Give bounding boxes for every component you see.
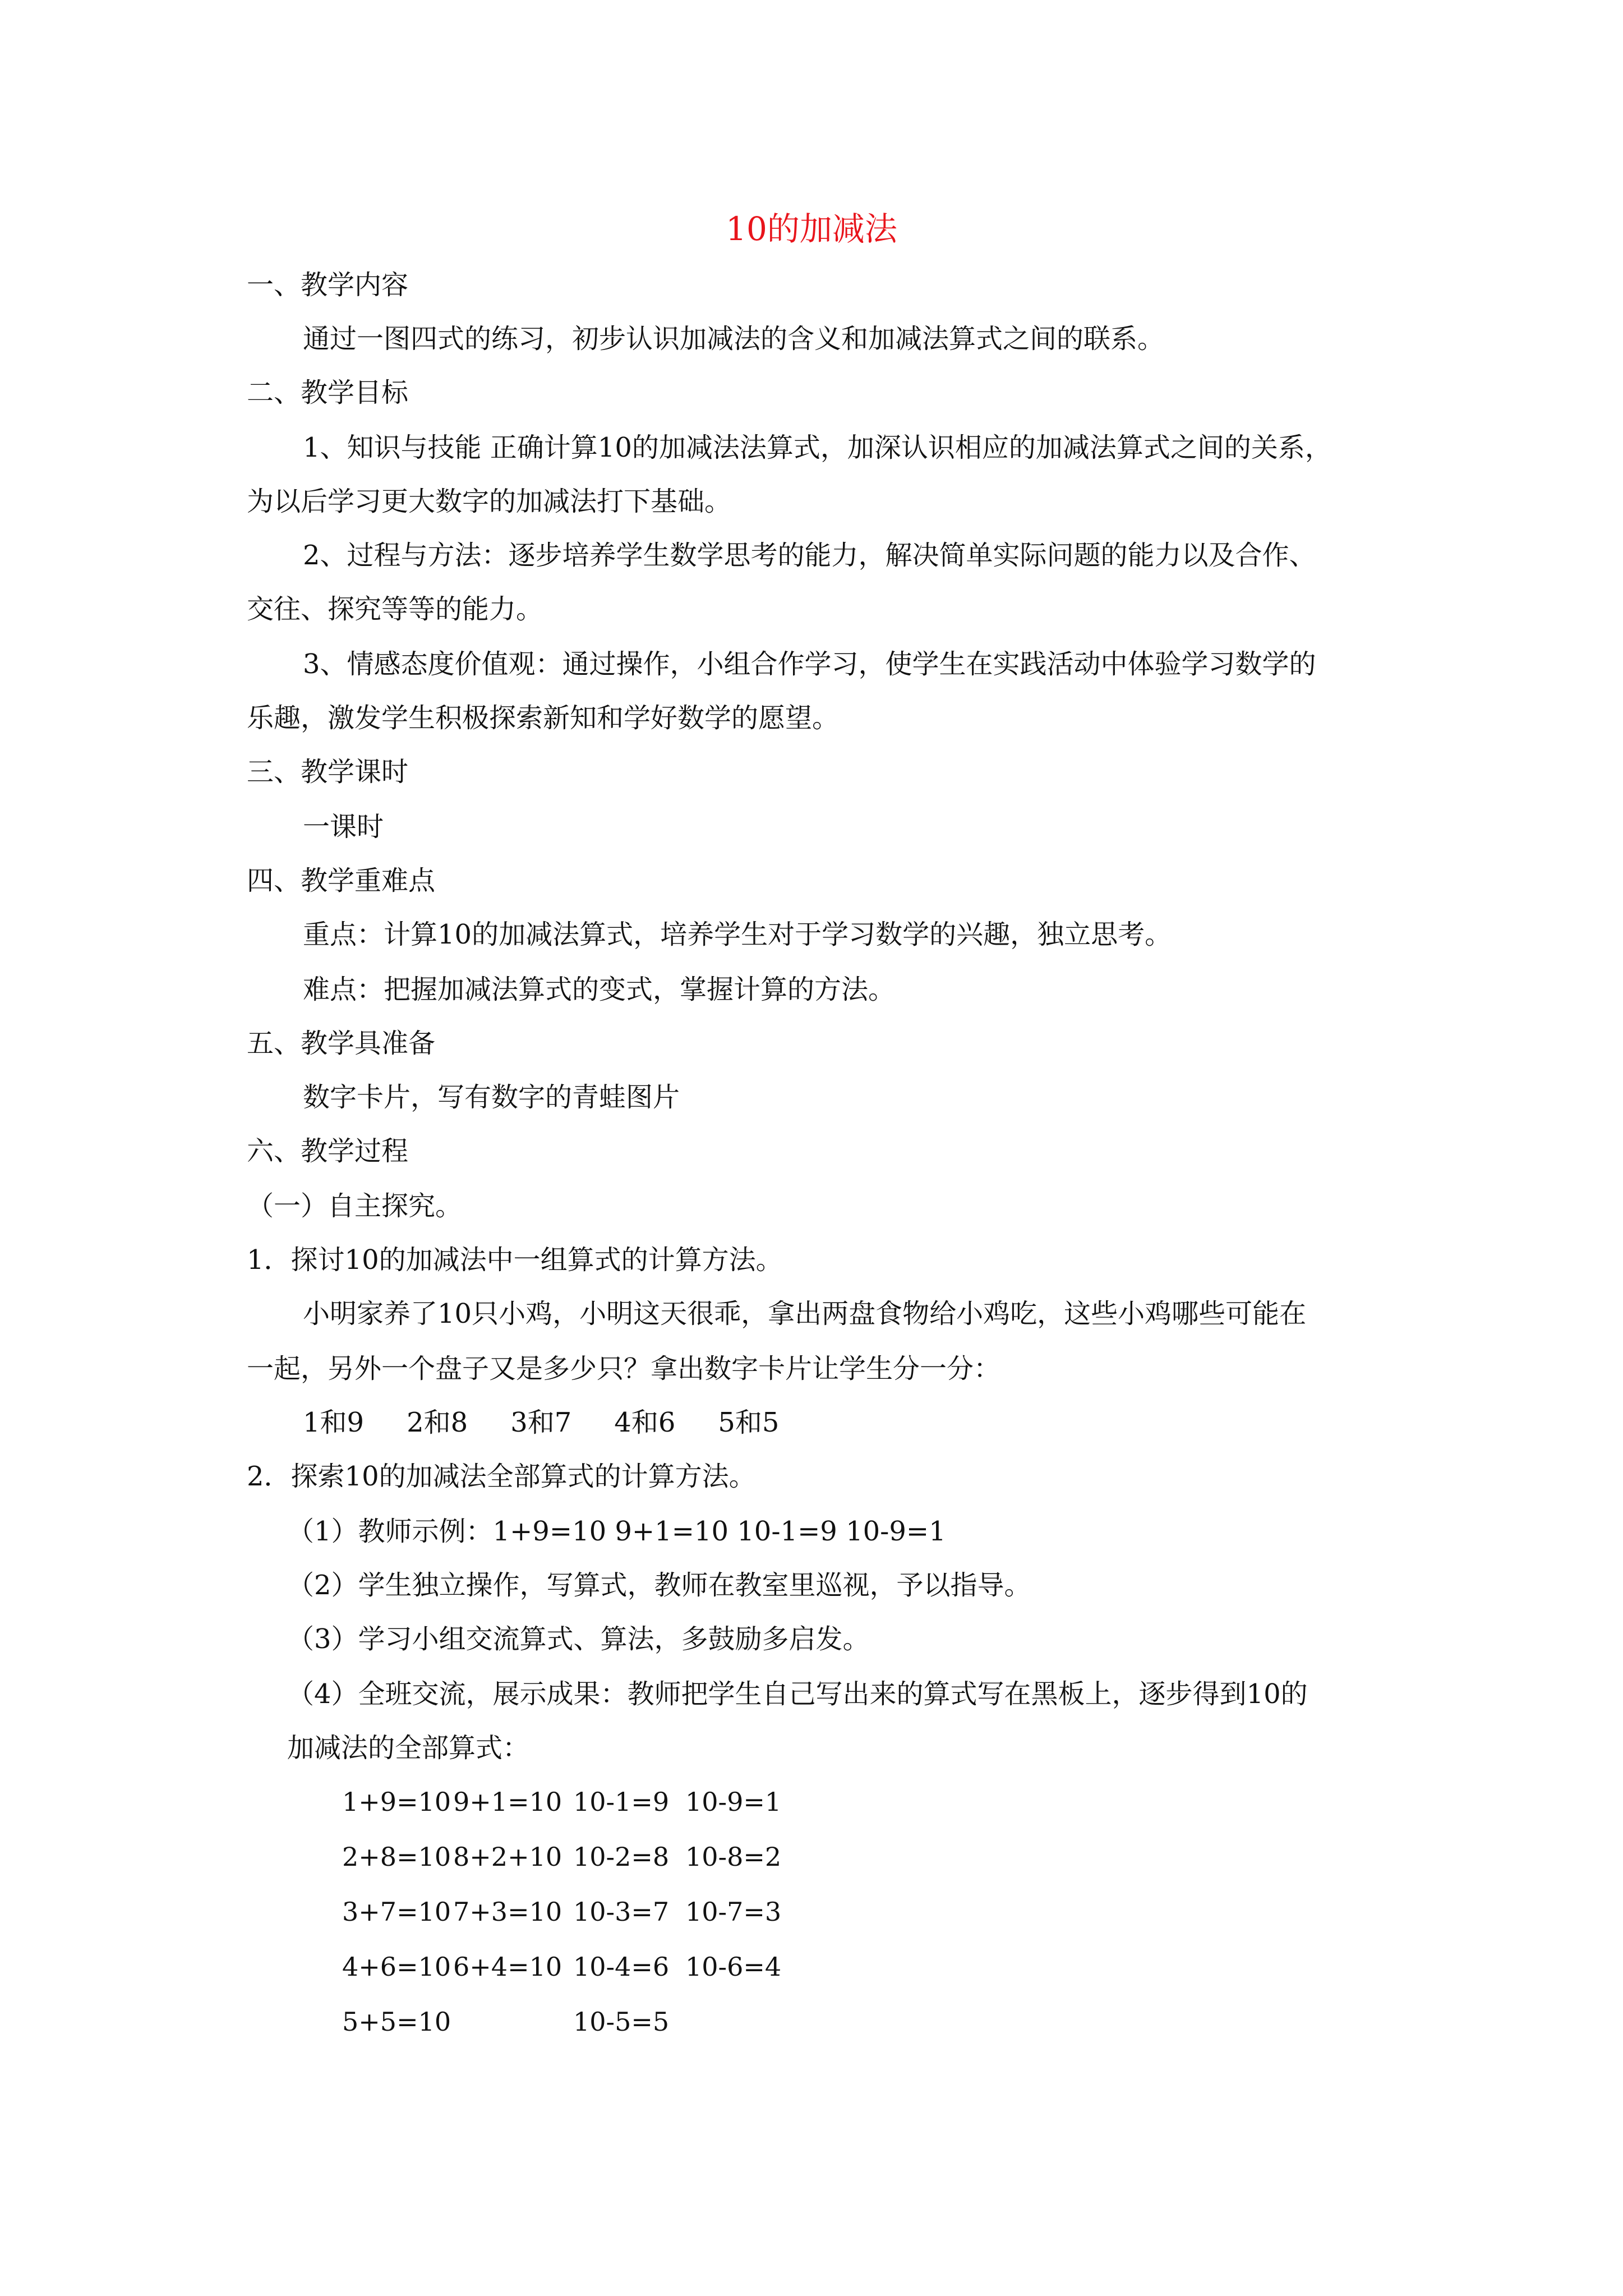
goal-1-line-2: 为以后学习更大数字的加减法打下基础。 bbox=[247, 486, 732, 517]
section-3-text: 一课时 bbox=[303, 811, 384, 843]
section-1-text: 通过一图四式的练习，初步认识加减法的含义和加减法算式之间的联系。 bbox=[303, 323, 1165, 355]
goal-2-line-1: 2、过程与方法：逐步培养学生数学思考的能力，解决简单实际问题的能力以及合作、 bbox=[303, 540, 1316, 571]
goal-3-line-2: 乐趣，激发学生积极探索新知和学好数学的愿望。 bbox=[247, 702, 840, 734]
step-3: （3）学习小组交流算式、算法，多鼓励多启发。 bbox=[287, 1623, 870, 1655]
step-4-line-1: （4）全班交流，展示成果：教师把学生自己写出来的算式写在黑板上，逐步得到10的 bbox=[287, 1678, 1308, 1710]
pair-2: 2和8 bbox=[407, 1407, 468, 1438]
number-pairs bbox=[303, 1405, 822, 1441]
equation: 2+8=10 bbox=[342, 1842, 451, 1872]
pair-3: 3和7 bbox=[510, 1407, 572, 1438]
equation: 4+6=10 bbox=[342, 1952, 451, 1982]
item-1: 1．探讨10的加减法中一组算式的计算方法。 bbox=[247, 1244, 783, 1276]
goal-1-line-1: 1、知识与技能 正确计算10的加减法法算式，加深认识相应的加减法算式之间的关系， bbox=[303, 432, 1332, 463]
section-5-text: 数字卡片，写有数字的青蛙图片 bbox=[303, 1082, 680, 1113]
equation: 6+4=10 bbox=[453, 1952, 562, 1982]
equation: 10-6=4 bbox=[685, 1952, 782, 1982]
equation: 10-5=5 bbox=[573, 2007, 670, 2037]
equation: 10-9=1 bbox=[685, 1787, 782, 1817]
equation: 8+2+10 bbox=[453, 1842, 562, 1872]
section-4-heading: 四、教学重难点 bbox=[247, 865, 436, 896]
equation: 10-8=2 bbox=[685, 1842, 782, 1872]
key-point: 重点：计算10的加减法算式，培养学生对于学习数学的兴趣，独立思考。 bbox=[303, 919, 1172, 950]
goal-2-line-2: 交往、探究等等的能力。 bbox=[247, 593, 543, 625]
story-line-2: 一起，另外一个盘子又是多少只？拿出数字卡片让学生分一分： bbox=[247, 1353, 1001, 1384]
pair-1: 1和9 bbox=[303, 1407, 365, 1438]
equation: 10-7=3 bbox=[685, 1897, 782, 1927]
equation: 3+7=10 bbox=[342, 1897, 451, 1927]
equation: 1+9=10 bbox=[342, 1787, 451, 1817]
section-2-heading: 二、教学目标 bbox=[247, 377, 409, 408]
pair-4: 4和6 bbox=[614, 1407, 676, 1438]
section-6-heading: 六、教学过程 bbox=[247, 1135, 409, 1167]
equation: 5+5=10 bbox=[342, 2007, 451, 2037]
item-2: 2．探索10的加减法全部算式的计算方法。 bbox=[247, 1461, 756, 1492]
step-1: （1）教师示例：1+9=10 9+1=10 10-1=9 10-9=1 bbox=[287, 1516, 946, 1547]
page-title: 10的加减法 bbox=[726, 210, 897, 248]
story-line-1: 小明家养了10只小鸡，小明这天很乖，拿出两盘食物给小鸡吃，这些小鸡哪些可能在 bbox=[303, 1298, 1307, 1329]
equation: 10-2=8 bbox=[573, 1842, 670, 1872]
pair-5: 5和5 bbox=[718, 1407, 780, 1438]
equation: 9+1=10 bbox=[453, 1787, 562, 1817]
difficult-point: 难点：把握加减法算式的变式，掌握计算的方法。 bbox=[303, 974, 896, 1005]
subsection-1: （一）自主探究。 bbox=[247, 1190, 463, 1222]
section-5-heading: 五、教学具准备 bbox=[247, 1028, 436, 1059]
equation: 7+3=10 bbox=[453, 1897, 562, 1927]
equation: 10-4=6 bbox=[573, 1952, 670, 1982]
equation: 10-1=9 bbox=[573, 1787, 670, 1817]
equation: 10-3=7 bbox=[573, 1897, 670, 1927]
goal-3-line-1: 3、情感态度价值观：通过操作，小组合作学习，使学生在实践活动中体验学习数学的 bbox=[303, 648, 1316, 680]
section-1-heading: 一、教学内容 bbox=[247, 269, 409, 301]
step-4-line-2: 加减法的全部算式： bbox=[287, 1732, 530, 1764]
step-2: （2）学生独立操作，写算式，教师在教室里巡视，予以指导。 bbox=[287, 1570, 1031, 1601]
section-3-heading: 三、教学课时 bbox=[247, 756, 409, 788]
